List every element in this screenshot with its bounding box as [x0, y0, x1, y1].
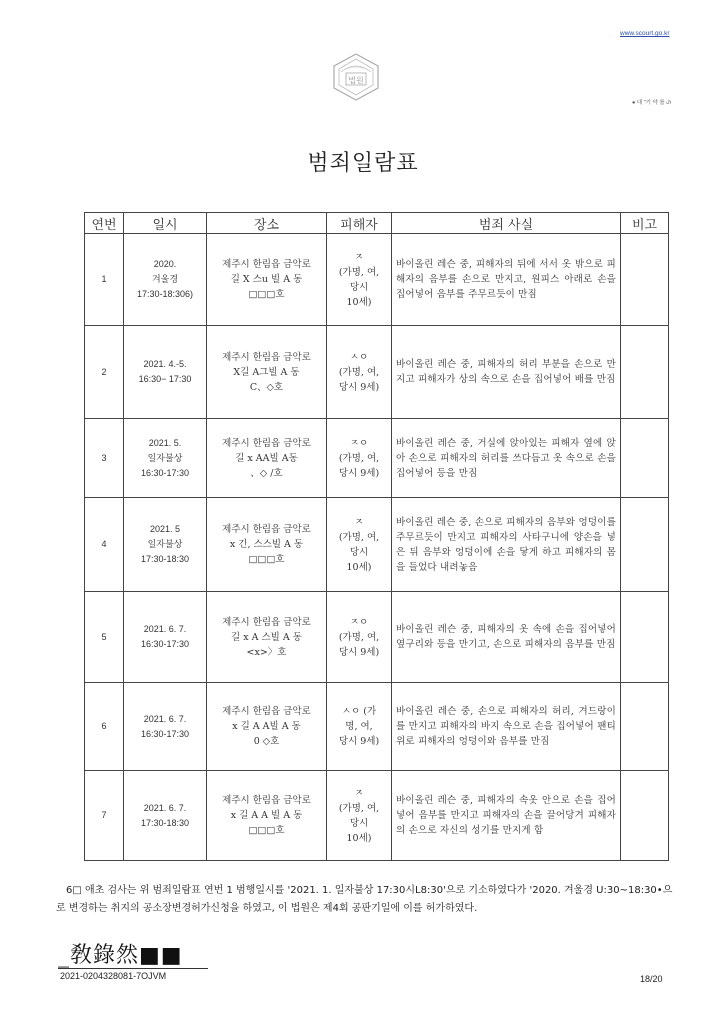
table-row — [85, 683, 669, 771]
table-header-row — [85, 213, 669, 234]
cell-date: 2021. 5 일자불상 17:30-18:30 — [124, 498, 207, 592]
cell-date: 2021. 4.-5. 16:30− 17:30 — [124, 326, 207, 419]
document-id: 2021-0204328081-7OJVM — [60, 971, 167, 981]
cell-place: 제주시 한림읍 금악로 X길 A그빌 A 동 C、◇호 — [207, 326, 327, 419]
cell-fact: 바이올린 레슨 중, 손으로 피해자의 허리, 겨드랑이를 만지고 피해자의 바지 속으로 손을 집어넣어 팬티 위로 피해자의 엉덩이와 음부를 만짐 — [392, 683, 621, 771]
cell-note — [621, 498, 669, 592]
court-seal-logo — [331, 52, 381, 102]
cell-no: 7 — [85, 771, 124, 861]
cell-date: 2021. 5. 일자불상 16:30-17:30 — [124, 419, 207, 498]
cell-no: 5 — [85, 592, 124, 683]
header-date: 일시 — [124, 213, 207, 234]
cell-place: 제주시 한림읍 금악로 길 X 스u 빌 A 동 □□□호 — [207, 234, 327, 326]
table-row — [85, 234, 669, 326]
header-place: 장소 — [207, 213, 327, 234]
footnote-text: 6□ 애초 검사는 위 범죄일람표 연번 1 범행일시를 '2021. 1. 일자불상 17:30시L8:30'으로 기소하였다가 '2020. 겨울경 U:30~18:30•으로 변경하는 취지의 공소장변경허가신청을 하였고, 이 법원은 제4회 공판기일에 이를 허가하였다. — [56, 885, 673, 914]
cell-date: 2021. 6. 7. 16:30-17:30 — [124, 683, 207, 771]
cell-fact: 바이올린 레슨 중, 피해자의 허리 부분을 손으로 만지고 피해자가 상의 속으로 손을 집어넣어 배를 만짐 — [392, 326, 621, 419]
cell-no: 1 — [85, 234, 124, 326]
cell-note — [621, 326, 669, 419]
cell-date: 2021. 6. 7. 17:30-18:30 — [124, 771, 207, 861]
cell-no: 4 — [85, 498, 124, 592]
header-no: 연번 — [85, 213, 124, 234]
table-row — [85, 419, 669, 498]
signature-underline — [58, 968, 208, 969]
table-row — [85, 592, 669, 683]
cell-place: 제주시 한림읍 금악로 길 x AA빌 A동 、◇ /호 — [207, 419, 327, 498]
court-url-link[interactable]: www.scourt.go.kr — [620, 30, 670, 37]
crime-list-table — [84, 212, 669, 861]
cell-note — [621, 683, 669, 771]
cell-note — [621, 592, 669, 683]
page-title: 범죄일람표 — [307, 151, 419, 176]
cell-no: 2 — [85, 326, 124, 419]
cell-fact: 바이올린 레슨 중, 거실에 앉아있는 피해자 옆에 앉아 손으로 피해자의 허리를 쓰다듬고 옷 속으로 손을 집어넣어 등을 만짐 — [392, 419, 621, 498]
table-row — [85, 326, 669, 419]
signature-stamp: _敎錄然■■ — [58, 943, 183, 968]
cell-fact: 바이올린 레슨 중, 피해자의 뒤에 서서 옷 밖으로 피해자의 음부를 손으로 만지고, 원피스 아래로 손을 집어넣어 음부를 주무르듯이 만짐 — [392, 234, 621, 326]
cell-place: 제주시 한림읍 금악로 x 길 A A빌 A 동 0 ◇호 — [207, 683, 327, 771]
cell-victim: ㅈㅇ (가명, 여, 당시 9세) — [327, 592, 392, 683]
header-note: 비고 — [621, 213, 669, 234]
cell-fact: 바이올린 레슨 중, 손으로 피해자의 음부와 엉덩이를 주무르듯이 만지고 피해자의 사타구니에 양손을 넣은 뒤 음부와 엉덩이에 손을 닿게 하고 피해자의 몸을 들었다 내려놓음 — [392, 498, 621, 592]
cell-date: 2020. 겨울경 17:30-18:306) — [124, 234, 207, 326]
table-row — [85, 771, 669, 861]
seal-text: 법원 — [348, 76, 364, 85]
cell-note — [621, 419, 669, 498]
cell-victim: ㅈ (가명, 여, 당시 10세) — [327, 234, 392, 326]
table-row — [85, 498, 669, 592]
cell-victim: ㅅㅇ (가명, 여, 당시 9세) — [327, 326, 392, 419]
cell-note — [621, 234, 669, 326]
cell-place: 제주시 한림읍 금악로 x 길 A A 빌 A 동 □□□호 — [207, 771, 327, 861]
header-fact: 범죄 사실 — [392, 213, 621, 234]
cell-no: 6 — [85, 683, 124, 771]
cell-no: 3 — [85, 419, 124, 498]
cell-fact: 바이올린 레슨 중, 피해자의 옷 속에 손을 집어넣어 옆구리와 등을 만기고, 손으로 피해자의 음부를 만짐 — [392, 592, 621, 683]
seal-caption: ● 대 "기 약 를 Ⴐ — [632, 100, 672, 106]
cell-victim: ㅈㅇ (가명, 여, 당시 9세) — [327, 419, 392, 498]
cell-victim: ㅅㅇ (가 명, 여, 당시 9세) — [327, 683, 392, 771]
cell-note — [621, 771, 669, 861]
cell-fact: 바이올린 레슨 중, 피해자의 속옷 안으로 손을 집어넣어 음부를 만지고 피해자의 손을 끌어당겨 피해자의 손으로 자신의 성기를 만지게 함 — [392, 771, 621, 861]
cell-date: 2021. 6. 7. 16:30-17:30 — [124, 592, 207, 683]
cell-victim: ㅈ (가명, 여, 당시 10세) — [327, 498, 392, 592]
header-victim: 피해자 — [327, 213, 392, 234]
cell-place: 제주시 한림읍 금악로 x 긴, 스스빌 A 동 □□□호 — [207, 498, 327, 592]
cell-victim: ㅈ (가명, 여, 당시 10세) — [327, 771, 392, 861]
page-number: 18/20 — [640, 974, 663, 984]
cell-place: 제주시 한림읍 금악로 길 x A 스빌 A 동 <x>〉호 — [207, 592, 327, 683]
